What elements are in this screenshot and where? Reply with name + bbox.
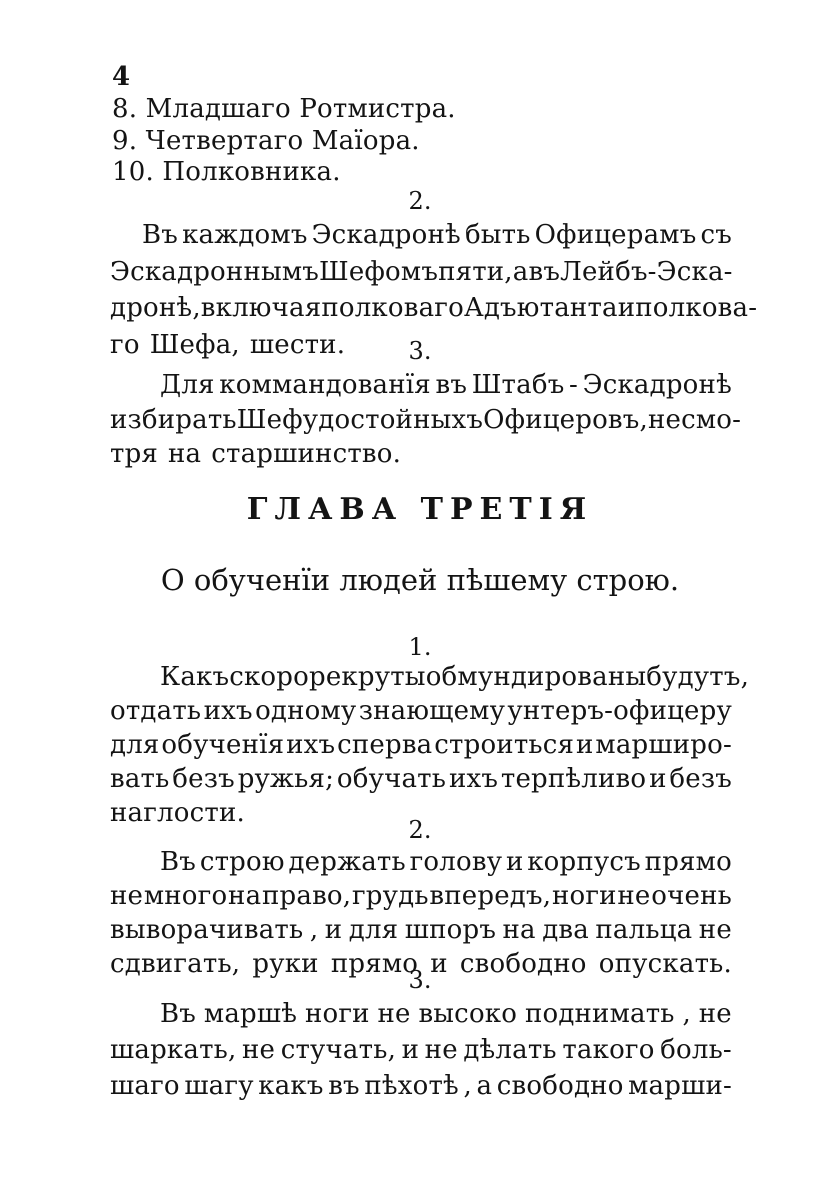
word: выворачивать: [110, 915, 304, 945]
word: и: [576, 730, 594, 760]
text-line: [110, 255, 732, 289]
word: боль-: [660, 1035, 732, 1065]
text-line: [110, 694, 732, 728]
word: полкова-: [635, 293, 758, 323]
section-number: 2.: [408, 816, 432, 844]
word: и: [324, 915, 343, 945]
word: наглости.: [110, 798, 245, 828]
word: Въ: [160, 999, 197, 1029]
word: вать: [110, 764, 170, 794]
word: отдать: [110, 696, 202, 726]
word: на: [168, 439, 202, 469]
word: дронѣ,: [110, 293, 201, 323]
word: не: [242, 1035, 276, 1065]
section-number: 3.: [408, 966, 432, 994]
word: ноги: [304, 999, 370, 1029]
word: ихъ: [448, 764, 499, 794]
word: а: [512, 256, 529, 287]
word: Эскадроннымъ: [110, 256, 320, 287]
word: и: [401, 1035, 420, 1065]
word: Офицеровъ,: [483, 404, 648, 435]
word: обмундированы: [425, 662, 647, 692]
section-number: 2.: [408, 187, 432, 215]
word: одному: [255, 696, 357, 726]
word: шагу: [184, 1071, 254, 1101]
word: го: [110, 329, 140, 360]
list-item: 10. Полковника.: [112, 157, 341, 187]
word: для: [348, 915, 399, 945]
text-line: [110, 291, 758, 325]
word: съ: [700, 220, 732, 250]
word: прямо: [644, 847, 732, 877]
word: не: [698, 915, 732, 945]
text-line: [160, 368, 732, 402]
word: ихъ: [203, 696, 253, 726]
text-line: [110, 1069, 732, 1103]
word: шести.: [249, 329, 346, 360]
word: шпоръ: [404, 915, 497, 945]
word: -: [569, 370, 579, 400]
section-number: 1.: [408, 633, 432, 661]
text-line: [160, 660, 750, 694]
word: строиться: [434, 730, 575, 760]
word: поднимать: [524, 999, 675, 1029]
word: рекруты: [308, 662, 426, 692]
word: будутъ,: [646, 662, 750, 692]
word: прямо: [330, 949, 419, 979]
word: Въ: [142, 220, 179, 250]
word: сдвигать,: [110, 949, 241, 979]
page-number: 4: [112, 62, 131, 92]
word: скоро: [229, 662, 309, 692]
word: Шефомъ: [319, 256, 439, 287]
word: полковаго: [321, 293, 464, 323]
word: Для: [160, 370, 215, 400]
word: безъ: [172, 764, 235, 794]
word: избирать: [110, 404, 237, 435]
word: строю: [199, 847, 285, 877]
word: стучать,: [280, 1035, 397, 1065]
text-line: [160, 845, 732, 879]
word: не: [617, 881, 651, 911]
word: унтеръ-офицеру: [507, 696, 732, 726]
word: шаго: [110, 1071, 180, 1101]
word: обученїя: [161, 730, 285, 760]
word: а: [476, 1071, 493, 1101]
word: держать: [288, 847, 406, 877]
word: въ: [328, 1071, 360, 1101]
word: и: [617, 293, 636, 323]
chapter-subtitle: О обученїи людей пѣшему строю.: [160, 563, 680, 597]
word: не: [424, 1035, 458, 1065]
text-line: [110, 762, 732, 796]
word: каждомъ: [182, 220, 308, 250]
word: Офицерамъ: [534, 220, 697, 250]
word: право,: [262, 881, 352, 911]
word: не: [698, 999, 732, 1029]
word: голову: [409, 847, 503, 877]
word: Лейбъ-Эска-: [560, 256, 733, 287]
word: и: [430, 949, 448, 979]
word: ,: [682, 999, 691, 1029]
word: безъ: [669, 764, 732, 794]
word: свободно: [496, 1071, 624, 1101]
word: знающему: [358, 696, 506, 726]
word: въ: [435, 370, 468, 400]
word: очень: [651, 881, 732, 911]
text-line: [110, 403, 742, 437]
word: маршѣ: [203, 999, 298, 1029]
word: впередъ,: [429, 881, 552, 911]
word: опускать.: [598, 949, 732, 979]
word: Какъ: [160, 662, 230, 692]
word: высоко: [418, 999, 518, 1029]
word: коммандованїя: [219, 370, 431, 400]
word: марширо-: [595, 730, 732, 760]
chapter-title: ГЛАВА ТРЕТІЯ: [246, 492, 594, 527]
word: свободно: [459, 949, 587, 979]
word: не: [377, 999, 411, 1029]
word: Эскадронѣ: [582, 370, 732, 400]
word: Шефа,: [149, 329, 240, 360]
word: въ: [528, 256, 561, 287]
text-line: [110, 1033, 732, 1067]
word: Адъютанта: [463, 293, 618, 323]
text-line: [110, 879, 732, 913]
word: грудь: [351, 881, 429, 911]
word: ,: [309, 915, 319, 945]
word: не: [647, 404, 682, 435]
word: достойныхъ: [318, 404, 484, 435]
word: на: [502, 915, 536, 945]
word: руки: [252, 949, 319, 979]
word: Шефу: [236, 404, 319, 435]
word: ноги: [551, 881, 617, 911]
word: Штабъ: [471, 370, 565, 400]
word: два: [542, 915, 589, 945]
word: и: [649, 764, 667, 794]
word: включая: [200, 293, 322, 323]
section-number: 3.: [408, 337, 432, 365]
word: сперва: [337, 730, 433, 760]
word: тря: [110, 439, 159, 469]
word: ружья;: [237, 764, 335, 794]
word: терпѣливо: [500, 764, 647, 794]
word: такого: [562, 1035, 655, 1065]
word: для: [110, 730, 160, 760]
word: Въ: [160, 847, 197, 877]
word: шаркать,: [110, 1035, 237, 1065]
list-item: 8. Младшаго Ротмистра.: [112, 94, 456, 124]
text-line: [110, 437, 732, 471]
word: старшинство.: [211, 439, 402, 469]
word: дѣлать: [463, 1035, 557, 1065]
word: корпусъ: [527, 847, 641, 877]
word: пяти,: [438, 256, 513, 287]
word: обучать: [336, 764, 447, 794]
word: и: [505, 847, 524, 877]
word: Эскадронѣ: [311, 220, 461, 250]
word: ,: [463, 1071, 472, 1101]
word: пальца: [595, 915, 693, 945]
word: не: [110, 881, 144, 911]
word: много: [143, 881, 228, 911]
text-line: [110, 728, 732, 762]
text-line: [142, 218, 732, 252]
word: быть: [464, 220, 531, 250]
list-item: 9. Четвертаго Маїора.: [112, 126, 420, 156]
text-line: [160, 997, 732, 1031]
word: смо-: [681, 404, 742, 435]
word: пѣхотѣ: [364, 1071, 459, 1101]
word: на: [228, 881, 262, 911]
word: какъ: [258, 1071, 324, 1101]
text-line: [110, 913, 732, 947]
word: ихъ: [286, 730, 336, 760]
word: марши-: [628, 1071, 732, 1101]
